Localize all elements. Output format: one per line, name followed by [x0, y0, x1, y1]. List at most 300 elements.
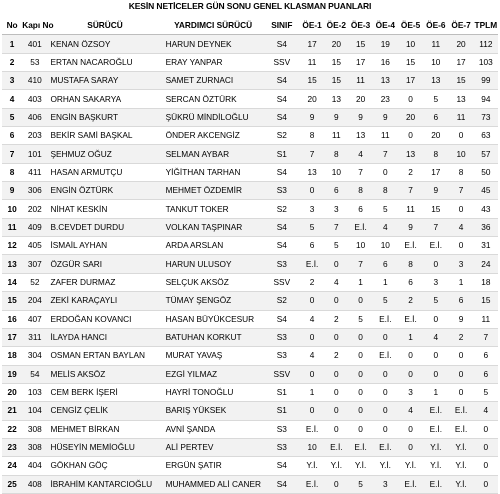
- rank-cell: 12: [2, 237, 22, 255]
- driver-cell: HÜSEYİN MEMİOĞLU: [47, 438, 162, 456]
- oe3-cell: 0: [348, 365, 372, 383]
- class-cell: S4: [264, 35, 300, 53]
- co-driver-cell: BATUHAN KORKUT: [163, 328, 264, 346]
- oe1-cell: 0: [300, 402, 324, 420]
- oe4-cell: 7: [373, 145, 398, 163]
- oe5-cell: 1: [398, 328, 423, 346]
- header-no: No: [2, 17, 22, 35]
- oe5-cell: 0: [398, 365, 423, 383]
- oe7-cell: 0: [448, 200, 473, 218]
- oe5-cell: 6: [398, 273, 423, 291]
- oe7-cell: 8: [448, 163, 473, 181]
- total-cell: 0: [474, 420, 498, 438]
- co-driver-cell: ÖNDER AKCENGİZ: [163, 127, 264, 145]
- rank-cell: 18: [2, 347, 22, 365]
- oe6-cell: 0: [423, 310, 448, 328]
- oe5-cell: 0: [398, 127, 423, 145]
- co-driver-cell: SERCAN ÖZTÜRK: [163, 90, 264, 108]
- rank-cell: 5: [2, 108, 22, 126]
- oe1-cell: E.İ.: [300, 255, 324, 273]
- rank-cell: 6: [2, 127, 22, 145]
- door-no-cell: 304: [22, 347, 47, 365]
- oe3-cell: 7: [348, 255, 372, 273]
- oe1-cell: 13: [300, 163, 324, 181]
- driver-cell: CEM BERK İŞERİ: [47, 383, 162, 401]
- class-cell: S2: [264, 200, 300, 218]
- oe4-cell: Y.İ.: [373, 457, 398, 475]
- oe3-cell: 0: [348, 292, 372, 310]
- oe7-cell: E.İ.: [448, 402, 473, 420]
- oe4-cell: 11: [373, 127, 398, 145]
- oe3-cell: 8: [348, 182, 372, 200]
- co-driver-cell: TÜMAY ŞENGÖZ: [163, 292, 264, 310]
- co-driver-cell: ALİ PERTEV: [163, 438, 264, 456]
- rank-cell: 11: [2, 218, 22, 236]
- oe7-cell: Y.İ.: [448, 475, 473, 493]
- oe3-cell: 0: [348, 402, 372, 420]
- door-no-cell: 308: [22, 438, 47, 456]
- oe2-cell: 4: [324, 273, 348, 291]
- oe6-cell: 20: [423, 127, 448, 145]
- oe5-cell: 0: [398, 90, 423, 108]
- oe3-cell: 0: [348, 383, 372, 401]
- door-no-cell: 410: [22, 72, 47, 90]
- oe6-cell: 11: [423, 35, 448, 53]
- class-cell: S2: [264, 292, 300, 310]
- oe2-cell: E.İ.: [324, 438, 348, 456]
- class-cell: S4: [264, 72, 300, 90]
- total-cell: 73: [474, 108, 498, 126]
- oe2-cell: 2: [324, 310, 348, 328]
- oe6-cell: Y.İ.: [423, 457, 448, 475]
- door-no-cell: 411: [22, 163, 47, 181]
- standings-table: [2, 17, 498, 494]
- total-cell: 18: [474, 273, 498, 291]
- header-oe5: ÖE-5: [398, 17, 423, 35]
- driver-cell: B.CEVDET DURDU: [47, 218, 162, 236]
- rank-cell: 17: [2, 328, 22, 346]
- oe5-cell: E.İ.: [398, 475, 423, 493]
- oe2-cell: Y.İ.: [324, 457, 348, 475]
- oe7-cell: 11: [448, 108, 473, 126]
- class-cell: S1: [264, 383, 300, 401]
- rank-cell: 14: [2, 273, 22, 291]
- table-row: [2, 35, 498, 53]
- oe6-cell: 3: [423, 273, 448, 291]
- oe3-cell: 0: [348, 420, 372, 438]
- oe2-cell: 0: [324, 292, 348, 310]
- class-cell: S1: [264, 145, 300, 163]
- driver-cell: NİHAT KESKİN: [47, 200, 162, 218]
- oe4-cell: 4: [373, 218, 398, 236]
- oe2-cell: 5: [324, 237, 348, 255]
- table-row: [2, 90, 498, 108]
- rank-cell: 9: [2, 182, 22, 200]
- oe2-cell: 20: [324, 35, 348, 53]
- table-row: [2, 53, 498, 71]
- class-cell: S4: [264, 475, 300, 493]
- oe6-cell: 8: [423, 145, 448, 163]
- header-yardimci-surucu: YARDIMCI SÜRÜCÜ: [163, 17, 264, 35]
- header-oe7: ÖE-7: [448, 17, 473, 35]
- oe5-cell: 7: [398, 182, 423, 200]
- oe3-cell: 5: [348, 475, 372, 493]
- rank-cell: 2: [2, 53, 22, 71]
- table-row: [2, 310, 498, 328]
- oe7-cell: Y.İ.: [448, 457, 473, 475]
- rank-cell: 20: [2, 383, 22, 401]
- class-cell: SSV: [264, 53, 300, 71]
- oe5-cell: 10: [398, 35, 423, 53]
- oe5-cell: 20: [398, 108, 423, 126]
- oe7-cell: 4: [448, 218, 473, 236]
- total-cell: 63: [474, 127, 498, 145]
- total-cell: 6: [474, 365, 498, 383]
- oe4-cell: 8: [373, 182, 398, 200]
- total-cell: 36: [474, 218, 498, 236]
- oe3-cell: 4: [348, 145, 372, 163]
- total-cell: 0: [474, 475, 498, 493]
- oe4-cell: 0: [373, 163, 398, 181]
- driver-cell: İLAYDA HANCI: [47, 328, 162, 346]
- oe5-cell: 3: [398, 383, 423, 401]
- oe7-cell: 3: [448, 255, 473, 273]
- door-no-cell: 311: [22, 328, 47, 346]
- oe6-cell: 15: [423, 200, 448, 218]
- oe2-cell: 0: [324, 402, 348, 420]
- header-row: [2, 17, 498, 35]
- oe4-cell: 0: [373, 402, 398, 420]
- class-cell: SSV: [264, 273, 300, 291]
- sheet-title: KESİN NETİCELER GÜN SONU GENEL KLASMAN PUANLARI: [128, 1, 372, 11]
- rank-cell: 16: [2, 310, 22, 328]
- driver-cell: ENGİN ÖZTÜRK: [47, 182, 162, 200]
- total-cell: 15: [474, 292, 498, 310]
- oe4-cell: 0: [373, 328, 398, 346]
- rank-cell: 15: [2, 292, 22, 310]
- driver-cell: BEKİR SAMİ BAŞKAL: [47, 127, 162, 145]
- oe1-cell: E.İ.: [300, 420, 324, 438]
- oe3-cell: 9: [348, 108, 372, 126]
- co-driver-cell: YİĞİTHAN TARHAN: [163, 163, 264, 181]
- table-row: [2, 420, 498, 438]
- door-no-cell: 52: [22, 273, 47, 291]
- oe7-cell: 0: [448, 383, 473, 401]
- oe3-cell: 5: [348, 310, 372, 328]
- class-cell: S4: [264, 90, 300, 108]
- oe2-cell: 2: [324, 347, 348, 365]
- oe5-cell: 2: [398, 163, 423, 181]
- driver-cell: MEHMET BİRKAN: [47, 420, 162, 438]
- oe2-cell: 0: [324, 255, 348, 273]
- total-cell: 50: [474, 163, 498, 181]
- oe4-cell: E.İ.: [373, 347, 398, 365]
- driver-cell: ZAFER DURMAZ: [47, 273, 162, 291]
- rank-cell: 1: [2, 35, 22, 53]
- door-no-cell: 401: [22, 35, 47, 53]
- oe1-cell: 0: [300, 182, 324, 200]
- co-driver-cell: SAMET ZURNACI: [163, 72, 264, 90]
- table-row: [2, 457, 498, 475]
- driver-cell: ZEKİ KARAÇAYLI: [47, 292, 162, 310]
- oe2-cell: 11: [324, 127, 348, 145]
- oe2-cell: 0: [324, 328, 348, 346]
- door-no-cell: 409: [22, 218, 47, 236]
- oe3-cell: 13: [348, 127, 372, 145]
- oe1-cell: 4: [300, 310, 324, 328]
- table-row: [2, 402, 498, 420]
- oe5-cell: Y.İ.: [398, 457, 423, 475]
- oe6-cell: 0: [423, 347, 448, 365]
- header-sinif: SINIF: [264, 17, 300, 35]
- rank-cell: 19: [2, 365, 22, 383]
- oe1-cell: 8: [300, 127, 324, 145]
- oe3-cell: 0: [348, 347, 372, 365]
- door-no-cell: 406: [22, 108, 47, 126]
- oe4-cell: 0: [373, 365, 398, 383]
- oe7-cell: 1: [448, 273, 473, 291]
- rank-cell: 3: [2, 72, 22, 90]
- door-no-cell: 53: [22, 53, 47, 71]
- table-row: [2, 108, 498, 126]
- table-row: [2, 237, 498, 255]
- door-no-cell: 405: [22, 237, 47, 255]
- door-no-cell: 203: [22, 127, 47, 145]
- oe6-cell: 1: [423, 383, 448, 401]
- rank-cell: 7: [2, 145, 22, 163]
- oe1-cell: 0: [300, 365, 324, 383]
- door-no-cell: 54: [22, 365, 47, 383]
- oe4-cell: 3: [373, 475, 398, 493]
- oe4-cell: 13: [373, 72, 398, 90]
- oe1-cell: 9: [300, 108, 324, 126]
- class-cell: S4: [264, 310, 300, 328]
- class-cell: S3: [264, 438, 300, 456]
- oe5-cell: 17: [398, 72, 423, 90]
- table-row: [2, 218, 498, 236]
- oe1-cell: 2: [300, 273, 324, 291]
- oe4-cell: 9: [373, 108, 398, 126]
- co-driver-cell: ARDA ARSLAN: [163, 237, 264, 255]
- rank-cell: 22: [2, 420, 22, 438]
- co-driver-cell: MURAT YAVAŞ: [163, 347, 264, 365]
- table-row: [2, 365, 498, 383]
- oe4-cell: 1: [373, 273, 398, 291]
- oe6-cell: 10: [423, 53, 448, 71]
- driver-cell: ÖZGÜR SARI: [47, 255, 162, 273]
- driver-cell: İBRAHİM KANTARCIOĞLU: [47, 475, 162, 493]
- header-oe4: ÖE-4: [373, 17, 398, 35]
- class-cell: S2: [264, 127, 300, 145]
- oe4-cell: 0: [373, 420, 398, 438]
- driver-cell: KENAN ÖZSOY: [47, 35, 162, 53]
- table-row: [2, 163, 498, 181]
- total-cell: 4: [474, 402, 498, 420]
- rank-cell: 4: [2, 90, 22, 108]
- oe2-cell: 6: [324, 182, 348, 200]
- header-surucu: SÜRÜCÜ: [47, 17, 162, 35]
- rank-cell: 10: [2, 200, 22, 218]
- oe7-cell: 0: [448, 365, 473, 383]
- oe5-cell: 15: [398, 53, 423, 71]
- driver-cell: ERTAN NACAROĞLU: [47, 53, 162, 71]
- total-cell: 57: [474, 145, 498, 163]
- oe6-cell: E.İ.: [423, 420, 448, 438]
- oe5-cell: E.İ.: [398, 237, 423, 255]
- oe2-cell: 15: [324, 72, 348, 90]
- oe6-cell: E.İ.: [423, 237, 448, 255]
- door-no-cell: 306: [22, 182, 47, 200]
- class-cell: S4: [264, 163, 300, 181]
- oe2-cell: 0: [324, 420, 348, 438]
- oe7-cell: 9: [448, 310, 473, 328]
- co-driver-cell: HAYRİ TONOĞLU: [163, 383, 264, 401]
- class-cell: S3: [264, 328, 300, 346]
- oe5-cell: E.İ.: [398, 310, 423, 328]
- table-row: [2, 438, 498, 456]
- oe6-cell: Y.İ.: [423, 438, 448, 456]
- table-body: [2, 35, 498, 494]
- oe2-cell: 0: [324, 475, 348, 493]
- co-driver-cell: HARUN ULUSOY: [163, 255, 264, 273]
- rank-cell: 8: [2, 163, 22, 181]
- class-cell: S4: [264, 237, 300, 255]
- table-row: [2, 273, 498, 291]
- oe2-cell: 9: [324, 108, 348, 126]
- table-row: [2, 292, 498, 310]
- total-cell: 31: [474, 237, 498, 255]
- class-cell: S4: [264, 218, 300, 236]
- oe7-cell: 7: [448, 182, 473, 200]
- oe3-cell: 0: [348, 328, 372, 346]
- oe3-cell: 6: [348, 200, 372, 218]
- total-cell: 24: [474, 255, 498, 273]
- oe2-cell: 10: [324, 163, 348, 181]
- oe4-cell: 16: [373, 53, 398, 71]
- driver-cell: OSMAN ERTAN BAYLAN: [47, 347, 162, 365]
- oe3-cell: 10: [348, 237, 372, 255]
- oe7-cell: 17: [448, 53, 473, 71]
- co-driver-cell: HARUN DEYNEK: [163, 35, 264, 53]
- oe7-cell: 2: [448, 328, 473, 346]
- oe1-cell: 17: [300, 35, 324, 53]
- oe6-cell: 5: [423, 292, 448, 310]
- co-driver-cell: SELÇUK AKSÖZ: [163, 273, 264, 291]
- oe5-cell: 0: [398, 420, 423, 438]
- header-kapi-no: Kapı No: [22, 17, 47, 35]
- total-cell: 43: [474, 200, 498, 218]
- rank-cell: 23: [2, 438, 22, 456]
- total-cell: 11: [474, 310, 498, 328]
- door-no-cell: 403: [22, 90, 47, 108]
- class-cell: SSV: [264, 365, 300, 383]
- oe4-cell: 19: [373, 35, 398, 53]
- oe7-cell: Y.İ.: [448, 438, 473, 456]
- co-driver-cell: EZGİ YILMAZ: [163, 365, 264, 383]
- oe6-cell: 7: [423, 218, 448, 236]
- oe5-cell: 2: [398, 292, 423, 310]
- oe4-cell: 5: [373, 292, 398, 310]
- oe3-cell: 20: [348, 90, 372, 108]
- oe3-cell: Y.İ.: [348, 457, 372, 475]
- oe6-cell: 0: [423, 255, 448, 273]
- door-no-cell: 103: [22, 383, 47, 401]
- oe4-cell: 6: [373, 255, 398, 273]
- oe1-cell: 4: [300, 347, 324, 365]
- driver-cell: ENGİN BAŞKURT: [47, 108, 162, 126]
- co-driver-cell: HASAN BÜYÜKCESUR: [163, 310, 264, 328]
- total-cell: 5: [474, 383, 498, 401]
- oe2-cell: 0: [324, 365, 348, 383]
- table-row: [2, 72, 498, 90]
- class-cell: S3: [264, 420, 300, 438]
- oe7-cell: 10: [448, 145, 473, 163]
- total-cell: 45: [474, 182, 498, 200]
- driver-cell: ERDOĞAN KOVANCI: [47, 310, 162, 328]
- table-row: [2, 182, 498, 200]
- oe1-cell: 5: [300, 218, 324, 236]
- oe1-cell: 10: [300, 438, 324, 456]
- driver-cell: ŞEHMUZ OĞUZ: [47, 145, 162, 163]
- oe3-cell: E.İ.: [348, 218, 372, 236]
- oe1-cell: 0: [300, 328, 324, 346]
- oe2-cell: 7: [324, 218, 348, 236]
- class-cell: S4: [264, 108, 300, 126]
- door-no-cell: 407: [22, 310, 47, 328]
- total-cell: 0: [474, 438, 498, 456]
- oe4-cell: E.İ.: [373, 310, 398, 328]
- total-cell: 103: [474, 53, 498, 71]
- table-row: [2, 255, 498, 273]
- total-cell: 99: [474, 72, 498, 90]
- oe2-cell: 8: [324, 145, 348, 163]
- oe3-cell: E.İ.: [348, 438, 372, 456]
- class-cell: S3: [264, 347, 300, 365]
- oe5-cell: 8: [398, 255, 423, 273]
- table-row: [2, 347, 498, 365]
- header-oe3: ÖE-3: [348, 17, 372, 35]
- oe7-cell: 0: [448, 127, 473, 145]
- oe5-cell: 0: [398, 438, 423, 456]
- oe7-cell: 15: [448, 72, 473, 90]
- door-no-cell: 307: [22, 255, 47, 273]
- rank-cell: 21: [2, 402, 22, 420]
- table-row: [2, 145, 498, 163]
- oe5-cell: 4: [398, 402, 423, 420]
- total-cell: 0: [474, 457, 498, 475]
- oe1-cell: 20: [300, 90, 324, 108]
- oe2-cell: 3: [324, 200, 348, 218]
- co-driver-cell: ŞÜKRÜ MİNDİLOĞLU: [163, 108, 264, 126]
- oe7-cell: 13: [448, 90, 473, 108]
- co-driver-cell: MUHAMMED ALİ CANER: [163, 475, 264, 493]
- total-cell: 94: [474, 90, 498, 108]
- oe4-cell: 10: [373, 237, 398, 255]
- oe6-cell: E.İ.: [423, 475, 448, 493]
- oe6-cell: 4: [423, 328, 448, 346]
- oe6-cell: 13: [423, 72, 448, 90]
- driver-cell: İSMAİL AYHAN: [47, 237, 162, 255]
- oe7-cell: 6: [448, 292, 473, 310]
- oe3-cell: 11: [348, 72, 372, 90]
- oe4-cell: E.İ.: [373, 438, 398, 456]
- header-oe2: ÖE-2: [324, 17, 348, 35]
- rank-cell: 13: [2, 255, 22, 273]
- oe3-cell: 17: [348, 53, 372, 71]
- oe6-cell: 9: [423, 182, 448, 200]
- co-driver-cell: MEHMET ÖZDEMİR: [163, 182, 264, 200]
- total-cell: 6: [474, 347, 498, 365]
